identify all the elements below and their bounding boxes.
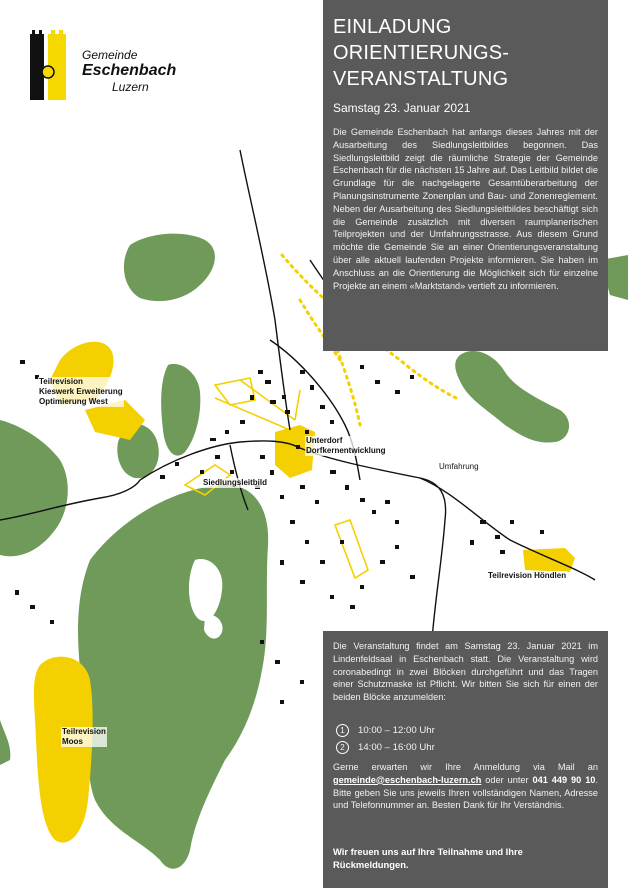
event-date: Samstag 23. Januar 2021 (333, 101, 471, 115)
label-unterdorf: Unterdorf Dorfkernentwicklung (306, 436, 386, 455)
label-hoendlen: Teilrevision Höndlen (488, 571, 567, 580)
slot-time-2: 14:00 – 16:00 Uhr (358, 742, 435, 753)
registration-panel (323, 631, 608, 888)
slot-number-2: 2 (336, 741, 349, 754)
logo-eschenbach: Eschenbach (82, 62, 177, 79)
time-slot-1 (336, 724, 435, 737)
label-umfahrung: Umfahrung (439, 462, 479, 471)
email-link[interactable]: gemeinde@eschenbach-luzern.ch (333, 774, 482, 785)
logo-gemeinde: Gemeinde (82, 48, 138, 62)
label-moos: Teilrevision Moos (62, 727, 106, 746)
invitation-body: Die Gemeinde Eschenbach hat anfangs dieses Jahres mit der Ausarbeitung des Siedlungsleitbildes begonnen. Das Siedlungsleitbild zeigt die räumliche Strategie der Gemeinde Eschenbach für die nächsten 15 Jahre auf. Das Leitbild bildet die Grundlage für die nachgelagerte Gesamtüberarbeitung der Planungsinstrumente Zonenplan und Bau- und Zonenreglement. Neben der Ausarbeitung des Siedlungsleitbildes beschäftigt sich die Gemeinde zusätzlich mit diversen raumplanerischen Teilprojekten und der Umfahrungsstrasse. Aus diesem Grund möchte die Gemeinde Sie an einer Orientierungsveranstaltung über alle aktuell laufenden Projekte informieren. Sie haben im Anschluss an die Orientierung die Möglichkeit sich für einzelne Projekte an einem «Marktstand» vertieft zu informieren. (333, 127, 598, 291)
contact-text: Gerne erwarten wir Ihre Anmeldung via Mail an gemeinde@eschenbach-luzern.ch oder unter 041 449 90 10. Bitte geben Sie uns jeweils Ihren vollständigen Namen, Adresse und Telefonnummer an. Besten Dank für Ihr Verständnis. (333, 762, 598, 811)
label-siedlungsleitbild: Siedlungsleitbild (203, 478, 268, 487)
logo-luzern: Luzern (112, 80, 149, 94)
logo-text (82, 48, 182, 94)
label-kieswerk: Teilrevision Kieswerk Erweiterung Optimierung West (39, 377, 123, 406)
time-slot-2 (336, 741, 435, 754)
slot-number-1: 1 (336, 724, 349, 737)
invitation-title: EINLADUNG ORIENTIERUNGS- VERANSTALTUNG (333, 16, 510, 90)
slot-time-1: 10:00 – 12:00 Uhr (358, 725, 435, 736)
event-intro: Die Veranstaltung findet am Samstag 23. Januar 2021 im Lindenfeldsaal in Eschenbach statt. Die Veranstaltung wird coronabedingt in zwei Blöcken durchgeführt und das Tragen einer Schutzmaske ist Pflicht. Wir bitten Sie sich für einen der beiden Blöcke anzumelden: (333, 641, 598, 703)
closing-text: Wir freuen uns auf Ihre Teilnahme und Ihre Rückmeldungen. (333, 846, 523, 870)
invitation-panel (323, 0, 608, 351)
phone-number[interactable]: 041 449 90 10 (532, 774, 596, 785)
